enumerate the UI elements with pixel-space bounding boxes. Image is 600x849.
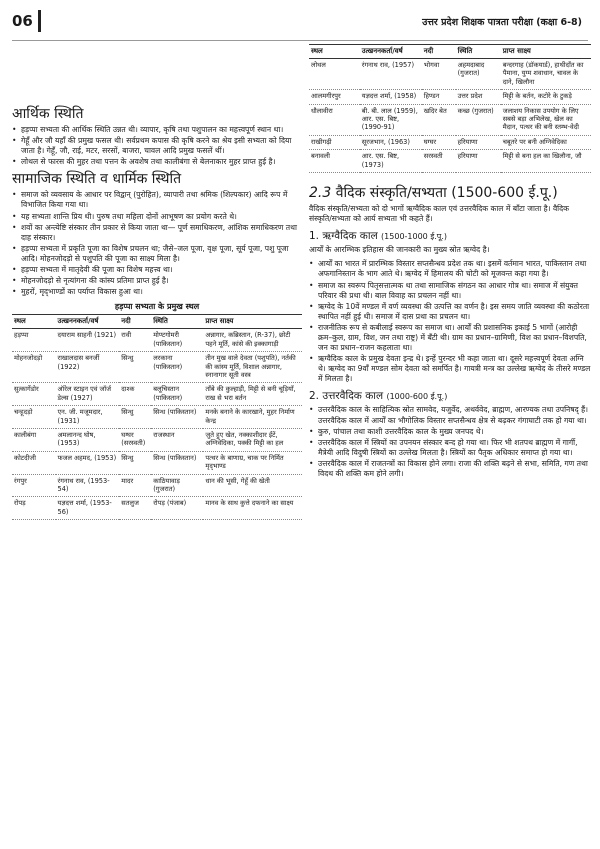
subheading-later-vedic [309,390,591,403]
table-row [12,329,302,352]
harappan-sites-table-continued [309,44,591,173]
table-cell: लोथल [309,59,360,90]
column-header: प्राप्त साक्ष्य [501,45,591,59]
running-title: उत्तर प्रदेश शिक्षक पात्रता परीक्षा (कक्षा 6-8) [422,17,582,28]
subheading-text: 2. उत्तरवैदिक काल [309,390,384,403]
subheading-period: (1000-600 ई.पू.) [386,392,448,402]
table-cell: रंगपुर [12,474,56,497]
table-row [12,428,302,451]
table-cell: सिन्धु [119,352,151,383]
bullet-item: • समाज का स्वरूप पितृसत्तात्मक था तथा सामाजिक संगठन का आधार गोत्र था। समाज में संयुक्त परिवार की प्रथा थी। बाल विवाह का प्रचलन नहीं था। [309,281,591,301]
table-cell: मिट्टी के बर्तन, कटोरे के टुकड़े [501,90,591,104]
section-number: 2.3 [309,185,332,202]
column-header: स्थल [12,315,56,329]
table-cell: धान की भूसी, गेहूँ की खेती [203,474,302,497]
economic-bullets [12,125,302,167]
table-cell: अहमदाबाद (गुजरात) [456,59,501,90]
table-cell: उत्तर प्रदेश [456,90,501,104]
column-header: उत्खननकर्ता/वर्ष [56,315,120,329]
table-cell: तीन मुख वाले देवता (पशुपति), नर्तकी की कांस्य मूर्ति, विशाल अन्नागार, स्नानागार सूती वस्त्र [203,352,302,383]
table-cell: भोगवा [422,59,456,90]
rigvedic-intro: आर्यों के आरम्भिक इतिहास की जानकारी का मुख्य स्रोत ऋग्वेद है। [309,245,490,255]
table-cell: रोपड़ [12,497,56,520]
bullet-item: • हड़प्पा सभ्यता की आर्थिक स्थिति उन्नत थी। व्यापार, कृषि तथा पशुपालन का महत्त्वपूर्ण स्थान था। [12,125,302,135]
table-cell: रंगनाथ राव, (1953-54) [56,474,120,497]
table-cell: हड़प्पा [12,329,56,352]
column-header: स्थिति [151,315,203,329]
table-body [12,329,302,520]
subheading-period: (1500-1000 ई.पू.) [381,232,447,242]
bullet-item: • हड़प्पा सभ्यता में मातृदेवी की पूजा का विशेष महत्त्व था। [12,265,302,275]
table-cell: फजल अहमद, (1953) [56,451,120,474]
table-cell: सुत्कागेंडोर [12,383,56,406]
table-cell: बनावली [309,150,360,173]
table-caption: हड़प्पा सभ्यता के प्रमुख स्थल [114,302,200,312]
table-cell: मोहनजोदड़ो [12,352,56,383]
bullet-item: • आर्यों का भारत में प्रारम्भिक विस्तार सप्तसैन्धव प्रदेश तक था। इसमें वर्तमान भारत, पाकिस्तान तथा अफगानिस्तान के भाग आते थे। ऋग्वेद में हिमालय की चोटी को मूजवन्त कहा गया है। [309,259,591,279]
bullet-item: • ऋग्वेद के 10वें मण्डल में वर्ण व्यवस्था की उत्पत्ति का वर्णन है। इस समय जाति व्यवस्था की कठोरता स्थापित नहीं हुई थी। समाज में दास प्रथा का प्रचलन था। [309,302,591,322]
subheading-rigvedic [309,230,591,243]
table-row [12,451,302,474]
table-row [309,104,591,135]
table-row [12,497,302,520]
table-cell: सिन्ध (पाकिस्तान) [151,406,203,429]
page-number: 06 [12,12,33,30]
column-header: उत्खननकर्ता/वर्ष [360,45,422,59]
table-cell: हिण्डन [422,90,456,104]
table-cell: जुते हुए खेत, नक्काशीदार ईंटें, अग्निवेदिका, पक्की मिट्टी का हल [203,428,302,451]
bullet-item: • कुरु, पांचाल तथा काशी उत्तरवैदिक काल के मुख्य जनपद थे। [309,427,591,437]
table-cell: राजस्थान [151,428,203,451]
later-vedic-bullets [309,405,591,479]
table-cell: रावी [119,329,151,352]
table-cell: यज्ञदत्त शर्मा, (1953-56) [56,497,120,520]
table-cell: घग्घर (सरस्वती) [119,428,151,451]
social-bullets [12,190,302,297]
bullet-item: • शवों का अन्त्येष्टि संस्कार तीन प्रकार से किया जाता था— पूर्ण समाधिकरण, आंशिक समाधिकरण तथा दाह संस्कार। [12,223,302,243]
table-cell: मादर [119,474,151,497]
table-cell: जलाशय निकास उपयोग के लिए सबसे बड़ा अभिलेख, खेल का मैदान, पत्थर की बनी स्तम्भ-वेदी [501,104,591,135]
page-header [0,0,600,40]
bullet-item: • उत्तरवैदिक काल में स्त्रियों का उपनयन संस्कार बन्द हो गया था। फिर भी शतपथ ब्राह्मण में गार्गी, मैत्रेयी आदि विदुषी स्त्रियों का उल्लेख मिलता है। स्त्रियों का पैतृक अधिकार समाप्त हो गया था। [309,438,591,458]
table-cell: सरस्वती [422,150,456,173]
table-cell: मिट्टी से बना हल का खिलौना, जौ [501,150,591,173]
table-cell: अमलानन्द घोष, (1953) [56,428,120,451]
table-cell: दाश्क [119,383,151,406]
table-cell: खदिर बेत [422,104,456,135]
table-cell: यज्ञदत्त शर्मा, (1958) [360,90,422,104]
table-cell: राखालदास बनर्जी (1922) [56,352,120,383]
table-cell: मोण्टगोमरी (पाकिस्तान) [151,329,203,352]
table-header-row [12,315,302,329]
table-cell: दयाराम साहनी (1921) [56,329,120,352]
table-body [309,59,591,173]
column-header: प्राप्त साक्ष्य [203,315,302,329]
bullet-item: • मुहरों, मृद्‌भाण्डों का पर्याप्त विकास हुआ था। [12,287,302,297]
table-cell: रंगनाथ राव, (1957) [360,59,422,90]
table-row [309,135,591,149]
table-cell: पत्थर के बाणाग्र, चाक पर निर्मित मृद्‌भाण्ड [203,451,302,474]
bullet-item: • उत्तरवैदिक काल में राजतन्त्रों का विकास होने लगा। राजा की शक्ति बढ़ने से सभा, समिति, गण तथा विदथ की शक्ति कम होने लगी। [309,459,591,479]
table-cell: काठियावाड़ (गुजरात) [151,474,203,497]
table-cell: ताँबे की कुल्हाड़ी, मिट्टी से बनी चूड़ियाँ, राख से भरा बर्तन [203,383,302,406]
column-header: नदी [422,45,456,59]
table-cell: रोपड़ (पंजाब) [151,497,203,520]
table-row [12,352,302,383]
vedic-intro-paragraph: वैदिक संस्कृति/सभ्यता को दो भागों ऋग्वैदिक काल एवं उत्तरवैदिक काल में बाँटा जाता है। वैदिक संस्कृति/सभ्यता को आर्य सभ्यता भी कहते हैं। [309,204,569,224]
table-cell: सिन्धु [119,451,151,474]
table-cell: मनके बनाने के कारखाने, मुहर निर्माण केन्द्र [203,406,302,429]
section-title-social: सामाजिक स्थिति व धार्मिक स्थिति [12,171,182,188]
table-cell: हरियाणा [456,135,501,149]
bullet-item: • राजनीतिक रूप से कबीलाई स्वरूप का समाज था। आर्यों की प्रशासनिक इकाई 5 भागों (आरोही क्रम–कुल, ग्राम, विश, जन तथा राष्ट्र) में बँटी थी। ग्राम का प्रधान–ग्रामिणी, विश का प्रधान–विशपति, जन का प्रधान–राजन कहलाता था। [309,323,591,353]
table-cell: मानव के साथ कुत्ते दफनाने का साक्ष्य [203,497,302,520]
section-heading-text: वैदिक संस्कृति/सभ्यता (1500-600 ई.पू.) [335,185,558,202]
table-cell: राखीगढ़ी [309,135,360,149]
table-cell: सिन्ध (पाकिस्तान) [151,451,203,474]
left-column [12,44,302,840]
table-cell: बलूचिस्तान (पाकिस्तान) [151,383,203,406]
column-header: स्थिति [456,45,501,59]
table-cell: सतलुज [119,497,151,520]
bullet-item: • ऋग्वैदिक काल के प्रमुख देवता इन्द्र थे। इन्हें पुरन्दर भी कहा जाता था। दूसरे महत्त्वपूर्ण देवता अग्नि थे। ऋग्वेद का 9वाँ मण्डल सोम देवता को समर्पित है। गायत्री मन्त्र का उल्लेख ऋग्वेद के तीसरे मण्डल में मिलता है। [309,354,591,384]
header-divider-bar [38,10,41,32]
table-cell: एन. जी. मजूमदार, (1931) [56,406,120,429]
table-cell: चन्हूदड़ो [12,406,56,429]
table-cell: सूरजभान, (1963) [360,135,422,149]
column-header: स्थल [309,45,360,59]
bullet-item: • समाज को व्यवसाय के आधार पर विद्वान् (पुरोहित), व्यापारी तथा श्रमिक (शिल्पकार) आदि रूप में विभाजित किया गया था। [12,190,302,210]
rigvedic-bullets [309,259,591,384]
harappan-sites-table [12,314,302,520]
table-cell: बी. बी. लाल (1959), आर. एस. बिष्ट, (1990-91) [360,104,422,135]
bullet-item: • यह सभ्यता शान्ति प्रिय थी। पुरुष तथा महिला दोनों आभूषण का प्रयोग करते थे। [12,212,302,222]
bullet-item: • मोहनजोदड़ो से नृत्यांगना की कांस्य प्रतिमा प्राप्त हुई है। [12,276,302,286]
table-cell: आर. एस. बिष्ट, (1973) [360,150,422,173]
table-cell: घग्घर [422,135,456,149]
table-cell: आलमगीरपुर [309,90,360,104]
right-column [309,44,591,840]
table-row [12,406,302,429]
table-row [309,150,591,173]
bullet-item: • हड़प्पा सभ्यता में प्रकृति पूजा का विशेष प्रचलन था; जैसे–जल पूजा, वृक्ष पूजा, सूर्य पूजा, पशु पूजा आदि। मोहनजोदड़ो से पशुपति की पूजा का साक्ष्य मिला है। [12,244,302,264]
column-header: नदी [119,315,151,329]
section-heading-vedic [309,185,591,202]
table-cell: हरियाणा [456,150,501,173]
section-title-economic: आर्थिक स्थिति [12,106,84,122]
bullet-item: • उत्तरवैदिक काल के साहित्यिक स्रोत सामवेद, यजुर्वेद, अथर्ववेद, ब्राह्मण, आरण्यक तथा उपनिषद् हैं। उत्तरवैदिक काल में आर्यों का भौगोलिक विस्तार सप्तसैन्धव क्षेत्र से बढ़कर गंगाघाटी तक हो गया था। [309,405,591,425]
table-cell: ऑरेल स्टाइन एवं जॉर्ज डेल्स (1927) [56,383,120,406]
table-row [12,474,302,497]
table-cell: अन्नागार, कब्रिस्तान, (R-37), छोटी पहने मूर्ति, कांसे की इक्कागाड़ी [203,329,302,352]
table-row [12,383,302,406]
subheading-text: 1. ऋग्वैदिक काल [309,230,378,243]
bullet-item: • गेहूँ और जौ यहाँ की प्रमुख फसल थी। सर्वप्रथम कपास की कृषि करने का श्रेय इसी सभ्यता को दिया जाता है। गेहूँ, जौ, राई, मटर, सरसों, बाजरा, चावल आदि प्रमुख फसलें थीं। [12,136,302,156]
table-cell: लरकाना (पाकिस्तान) [151,352,203,383]
bullet-item: • लोथल से फारस की मुहर तथा पत्तन के अवशेष तथा कालीबंगा से बेलनाकार मुहर प्राप्त हुई है। [12,157,302,167]
table-cell: चबूतरे पर बनी अग्निवेदिका [501,135,591,149]
table-cell: कच्छ (गुजरात) [456,104,501,135]
table-cell: धौलावीरा [309,104,360,135]
table-row [309,59,591,90]
header-rule [12,40,588,41]
table-cell: बन्दरगाह (डॉकयार्ड), हाथीदाँत का पैमाना, युग्म शवाधान, चावल के दाने, खिलौना [501,59,591,90]
table-cell: कालीबंगा [12,428,56,451]
table-cell: कोटदीजी [12,451,56,474]
table-header-row [309,45,591,59]
table-row [309,90,591,104]
table-cell: सिन्धु [119,406,151,429]
